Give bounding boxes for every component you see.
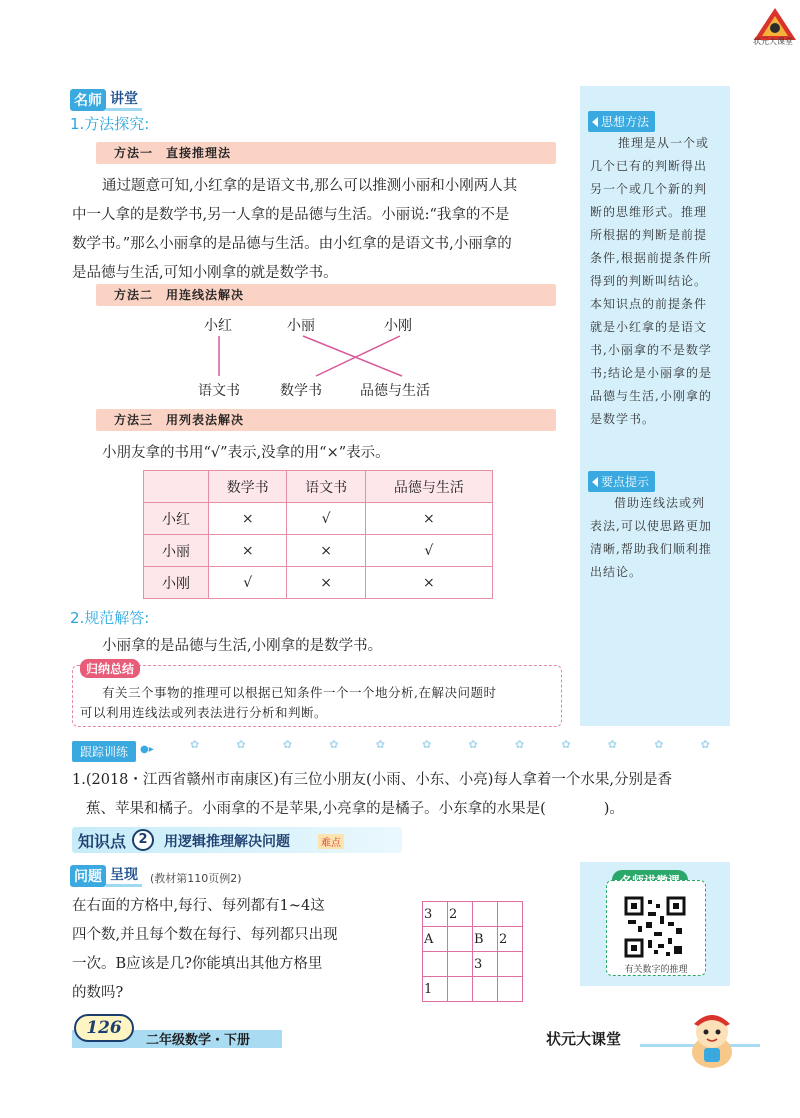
sidebar-line: 所根据的判断是前提 [590, 228, 708, 242]
answer-table [143, 470, 493, 599]
problem-line: 四个数,并且每个数在每行、每列都只出现 [72, 927, 338, 943]
paw-icon: ✿ [422, 738, 432, 751]
person-xiaohong: 小红 [204, 318, 232, 334]
key-tips-tag [588, 471, 655, 492]
training-tag: 跟踪训练 [72, 741, 136, 762]
method1-body [72, 172, 562, 288]
paw-icon: ✿ [654, 738, 664, 751]
grid-cell: B [473, 927, 498, 952]
table-cell: √ [209, 567, 287, 599]
table-cell: 小刚 [144, 567, 209, 599]
triangle-left-icon [592, 477, 598, 487]
table-cell: 品德与生活 [365, 471, 492, 503]
arrow-right-icon: ●▸ [140, 744, 154, 755]
lecture-tag-b: 讲堂 [106, 88, 142, 111]
summary-text [80, 683, 558, 723]
table-cell [144, 471, 209, 503]
question-line: 蕉、苹果和橘子。小雨拿的不是苹果,小亮拿的是橘子。小东拿的水果是( )。 [86, 801, 624, 817]
sidebar-line: 另一个或几个新的判 [590, 182, 708, 196]
sidebar-line: 书;结论是小丽拿的是 [590, 366, 713, 380]
summary-tag: 归纳总结 [80, 659, 140, 678]
table-cell: 语文书 [287, 471, 365, 503]
thinking-method-tag [588, 111, 655, 132]
answer-title: 2.规范解答: [70, 609, 150, 627]
table-cell: 小红 [144, 503, 209, 535]
lecture-heading [70, 88, 142, 111]
table-cell: × [209, 535, 287, 567]
book-title: 二年级数学・下册 [146, 1033, 251, 1048]
grid-cell [473, 902, 498, 927]
grid-cell [448, 927, 473, 952]
problem-line: 的数吗? [72, 985, 124, 1001]
method2-title: 方法二 用连线法解决 [96, 284, 556, 306]
method3-intro: 小朋友拿的书用“√”表示,没拿的用“×”表示。 [102, 445, 390, 461]
problem-text [72, 892, 372, 1008]
paw-icon: ✿ [236, 738, 246, 751]
book-chinese: 语文书 [198, 383, 240, 399]
sidebar-line: 断的思维形式。推理 [590, 205, 708, 219]
person-xiaoli: 小丽 [287, 318, 315, 334]
grid-cell: A [423, 927, 448, 952]
problem-heading [70, 864, 142, 887]
method3-title: 方法三 用列表法解决 [96, 409, 556, 431]
method1-line: 是品德与生活,可知小刚拿的就是数学书。 [72, 265, 338, 281]
grid-cell: 2 [448, 902, 473, 927]
explore-title: 1.方法探究: [70, 115, 150, 133]
grid-cell [498, 952, 523, 977]
key-tips-label: 要点提示 [601, 475, 650, 489]
table-cell: × [209, 503, 287, 535]
grid-cell: 3 [473, 952, 498, 977]
problem-line: 在右面的方格中,每行、每列都有1~4这 [72, 898, 325, 914]
key-tips-text [590, 492, 725, 584]
table-row [144, 535, 493, 567]
paw-icon: ✿ [561, 738, 571, 751]
paw-icon: ✿ [190, 738, 200, 751]
triangle-left-icon [592, 117, 598, 127]
paw-icon: ✿ [700, 738, 710, 751]
thinking-method-text [590, 132, 725, 431]
table-row [144, 503, 493, 535]
table-cell: 小丽 [144, 535, 209, 567]
mascot-icon [680, 1008, 744, 1070]
grid-cell [498, 977, 523, 1002]
micro-lesson-caption: 有关数字的推理 [624, 965, 688, 975]
table-row [144, 567, 493, 599]
paw-icon: ✿ [468, 738, 478, 751]
number-grid [422, 901, 523, 1002]
paw-decoration [190, 738, 710, 752]
table-header-row [144, 471, 493, 503]
matching-lines [190, 330, 450, 380]
knowledge-number: 2 [132, 829, 154, 851]
table-cell: × [287, 535, 365, 567]
page-number: 126 [74, 1014, 134, 1042]
knowledge-label: 知识点 [78, 832, 127, 851]
grid-cell [448, 952, 473, 977]
method1-line: 中一人拿的是数学书,另一人拿的是品德与生活。小丽说:“我拿的不是 [72, 207, 510, 223]
answer-text: 小丽拿的是品德与生活,小刚拿的是数学书。 [102, 638, 383, 654]
sidebar-line: 条件,根据前提条件所 [590, 251, 712, 265]
sidebar-line: 本知识点的前提条件 [590, 297, 708, 311]
grid-cell: 1 [423, 977, 448, 1002]
book-morality: 品德与生活 [360, 383, 430, 399]
paw-icon: ✿ [607, 738, 618, 751]
brand-logo-text: 状元大课堂 [753, 37, 793, 46]
table-cell: × [287, 567, 365, 599]
summary-line: 可以利用连线法或列表法进行分析和判断。 [80, 705, 328, 720]
grid-cell [473, 977, 498, 1002]
grid-cell [498, 902, 523, 927]
knowledge-title: 用逻辑推理解决问题 [164, 834, 290, 850]
paw-icon: ✿ [514, 738, 525, 751]
summary-line: 有关三个事物的推理可以根据已知条件一个一个地分析,在解决问题时 [102, 685, 497, 700]
thinking-method-label: 思想方法 [601, 115, 650, 129]
lecture-tag-a: 名师 [70, 89, 106, 111]
problem-tag-b: 呈现 [106, 864, 142, 887]
book-math: 数学书 [280, 383, 322, 399]
table-cell: 数学书 [209, 471, 287, 503]
training-question [72, 766, 732, 824]
sidebar-line: 借助连线法或列 [614, 496, 706, 510]
method1-line: 通过题意可知,小红拿的是语文书,那么可以推测小丽和小刚两人其 [102, 178, 518, 194]
sidebar-line: 得到的判断叫结论。 [590, 274, 708, 288]
problem-tag-a: 问题 [70, 865, 106, 887]
grid-cell: 3 [423, 902, 448, 927]
sidebar-line: 是数学书。 [590, 412, 656, 426]
table-cell: × [365, 567, 492, 599]
textbook-reference: (教材第110页例2) [150, 872, 242, 885]
paw-icon: ✿ [329, 738, 339, 751]
sidebar-line-text: 推理是从一个或 [618, 136, 710, 150]
brand-name: 状元大课堂 [546, 1030, 622, 1048]
sidebar-line: 出结论。 [590, 565, 643, 579]
question-line: 1.(2018・江西省赣州市南康区)有三位小朋友(小雨、小东、小亮)每人拿着一个水果,分别是香 [72, 772, 672, 788]
paw-icon: ✿ [375, 738, 385, 751]
method1-title: 方法一 直接推理法 [96, 142, 556, 164]
person-xiaogang: 小刚 [384, 318, 412, 334]
sidebar-line: 就是小红拿的是语文 [590, 320, 708, 334]
grid-cell [423, 952, 448, 977]
sidebar-line: 品德与生活,小刚拿的 [590, 389, 712, 403]
difficulty-badge: 难点 [318, 834, 344, 849]
qr-code-icon[interactable] [624, 896, 686, 958]
method1-line: 数学书。”那么小丽拿的是品德与生活。由小红拿的是语文书,小丽拿的 [72, 236, 512, 252]
sidebar-line: 几个已有的判断得出 [590, 159, 708, 173]
sidebar-line [590, 132, 725, 155]
sidebar-line: 表法,可以使思路更加 [590, 519, 712, 533]
grid-cell [448, 977, 473, 1002]
table-cell: √ [365, 535, 492, 567]
grid-cell: 2 [498, 927, 523, 952]
table-cell: √ [287, 503, 365, 535]
problem-line: 一次。B应该是几?你能填出其他方格里 [72, 956, 323, 972]
knowledge-point-bar [72, 827, 632, 853]
sidebar-line: 清晰,帮助我们顺利推 [590, 542, 712, 556]
table-cell: × [365, 503, 492, 535]
sidebar-line: 书,小丽拿的不是数学 [590, 343, 712, 357]
paw-icon: ✿ [282, 738, 293, 751]
